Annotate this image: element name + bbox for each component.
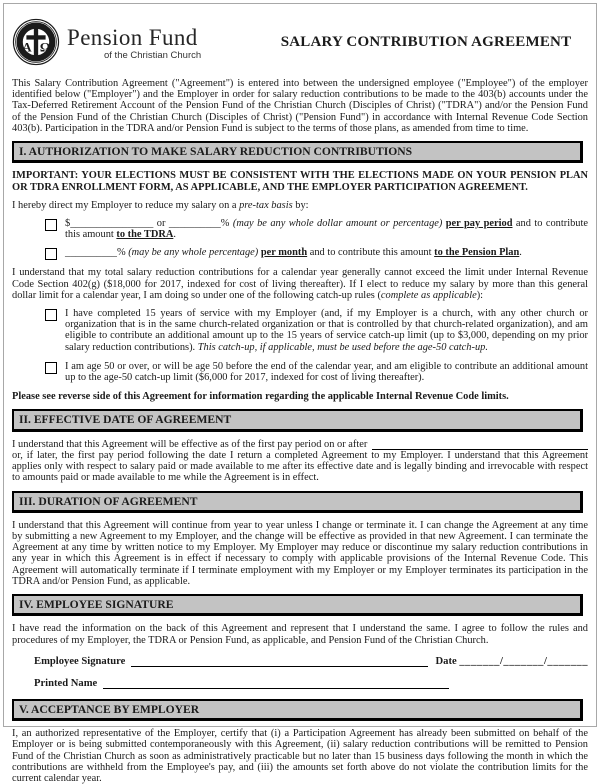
document-page [3,3,597,784]
section-heading-authorization: I. AUTHORIZATION TO MAKE SALARY REDUCTION CONTRIBUTIONS [12,141,583,163]
alpha-omega-cross-icon [12,18,60,66]
employee-signature-field[interactable] [131,666,427,667]
text-segment: % [220,217,233,229]
text-segment: I have completed 15 years of service with my Employer (and, if my Employer is a church, with any other church or organization that is in the same church-related organization or that is controlled by that church-related organization), and am eligible to contribute an additional amount up to the 15 years of service catch-up limit (up to $3,000, depending on my prior salary reduction contributions). [65,307,588,353]
employee-signature-paragraph: I have read the information on the back of this Agreement and represent that I understand the same. I agree to follow the rules and procedures of my Employer, the TDRA or Pension Fund, as applicable, and Pension Fund of the Christian Church. [12,623,588,646]
service-catchup-text [65,308,588,353]
date-field[interactable]: _______/_______/_______ [459,655,588,667]
whole-percentage-note-italic: (may be any whole percentage) [128,247,259,259]
direct-employer-line [12,200,588,211]
text-segment: and to contribute this amount [65,217,588,241]
monthly-percent-field[interactable]: __________ [65,247,117,259]
important-notice: IMPORTANT: YOUR ELECTIONS MUST BE CONSISTENT WITH THE ELECTIONS MADE ON YOUR PENSION PLAN OR TDRA ENROLLMENT FORM, AS APPLICABLE, AND THE EMPLOYER PARTICIPATION AGREEMENT. [12,170,588,193]
whole-amount-note-italic: (may be any whole dollar amount or percentage) [232,217,443,229]
per-pay-period-emphasis: per pay period [445,217,513,229]
to-the-pension-plan-emphasis: to the Pension Plan [434,247,520,259]
text-segment: . [519,247,522,259]
employee-signature-label: Employee Signature [34,655,126,667]
percent-amount-field[interactable]: __________ [168,217,221,229]
to-the-tdra-emphasis: to the TDRA [116,229,174,241]
catchup-option-age-50 [45,361,588,383]
dollar-amount-field[interactable]: ________________ [70,217,154,229]
section-heading-effective-date: II. EFFECTIVE DATE OF AGREEMENT [12,409,583,431]
acceptance-paragraph: I, an authorized representative of the Employer, certify that (i) a Participation Agreement has already been submitted on behalf of the Employer or is being submitted contemporaneously with this Agreement, (ii) salary reduction contributions will be remitted to Pension Fund of the Christian Church as soon as administratively practicable but no later than 15 business days following the month in which the contributions are withheld from the Employee's pay, and (iii) the amounts set forth above do not violate the contribution limits for the current calendar year. [12,728,588,784]
service-catchup-checkbox[interactable] [45,309,57,321]
date-part [436,655,588,668]
per-month-emphasis: per month [260,247,308,259]
contribution-option-pension-plan [45,247,588,260]
effective-date-line [12,439,588,450]
reverse-side-note: Please see reverse side of this Agreement for information regarding the applicable Internal Revenue Code limits. [12,391,509,403]
tdra-option-checkbox[interactable] [45,219,57,231]
age50-catchup-checkbox[interactable] [45,362,57,374]
document-header [12,18,588,66]
employee-signature-row [34,655,588,668]
duration-paragraph: I understand that this Agreement will continue from year to year unless I change or terminate it. I can change the Agreement at any time by submitting a new Agreement to my Employer, and the change will be effective as provided in that new Agreement. I can terminate the Agreement at any time by written notice to my Employer. My Employer may reduce or discontinue my salary reduction contributions in any year in which this Agreement is in effect if necessary to comply with applicable provisions of the Internal Revenue Code. This Agreement will automatically terminate if I terminate employment with my Employer or my Employer terminates its participation in the TDRA and/or Pension Fund, as applicable. [12,519,588,587]
pretax-basis-italic: pre-tax basis [239,199,293,211]
text-segment: I hereby direct my Employer to reduce my salary on a [12,199,240,211]
text-segment: ): [476,289,484,301]
catchup-option-15-years [45,308,588,353]
text-segment: by: [292,199,309,211]
text-segment: I understand that my total salary reduction contributions for a calendar year generally cannot exceed the limit under Internal Revenue Code Section 402(g) ($18,000 for 2017, indexed for cost of living thereafter). If I elect to reduce my salary by more than this general dollar limit for a calendar year, I am doing so under one of the following catch-up rules ( [12,267,588,301]
printed-name-field[interactable] [103,688,449,689]
svg-text:Ω: Ω [39,39,51,55]
section-heading-employee-signature: IV. EMPLOYEE SIGNATURE [12,594,583,616]
logo-text [67,26,201,61]
text-segment: I understand that this Agreement will be effective as of the first pay period on or after [12,438,368,450]
catchup-order-note-italic: This catch-up, if applicable, must be used before the age-50 catch-up. [197,341,488,353]
text-segment: % [116,247,129,259]
org-name: Pension Fund [67,25,198,50]
pension-plan-option-text [65,247,588,260]
pension-plan-option-checkbox[interactable] [45,248,57,260]
text-segment: $ [65,217,71,229]
section-heading-duration: III. DURATION OF AGREEMENT [12,491,583,513]
complete-as-applicable-italic: complete as applicable [380,289,477,301]
date-label: Date [435,655,457,667]
pension-fund-logo [12,18,250,66]
text-segment: and to contribute this amount [307,247,435,259]
text-segment: or [153,217,169,229]
tdra-option-text [65,218,588,240]
effective-date-paragraph: or, if later, the first pay period following the date I return a completed Agreement to my Employer. I understand that this Agreement applies only with respect to salary paid or made available to me after its effective date and is legally binding and irrevocable with respect to amounts paid or made available to me while the Agreement is in effect. [12,449,588,484]
section-heading-acceptance: V. ACCEPTANCE BY EMPLOYER [12,699,583,721]
printed-name-row [34,677,588,690]
svg-text:Α: Α [22,39,32,55]
catchup-intro-paragraph [12,267,588,301]
text-segment: . [173,229,176,241]
contribution-option-tdra [45,218,588,240]
printed-name-label: Printed Name [34,677,98,689]
org-subtitle: of the Christian Church [104,50,202,61]
intro-paragraph: This Salary Contribution Agreement ("Agreement") is entered into between the undersigned employee ("Employee") of the employer identified below ("Employer") and the Employer in order for salary reduction contributions to be made to the 403(b) accounts under the Tax-Deferred Retirement Account of the Pension Fund of the Christian Church (Disciples of Christ) ("TDRA") and/or the Pension Fund of the Pension Fund of the Christian Church (Disciples of Christ) ("Pension Fund") in accordance with Internal Revenue Code Section 403(b). Participation in the TDRA and/or Pension Fund is subject to the terms of those plans, as amended from time to time. [12,78,588,134]
document-title: SALARY CONTRIBUTION AGREEMENT [280,33,572,50]
age50-catchup-text: I am age 50 or over, or will be age 50 before the end of the calendar year, and am eligible to contribute an additional amount up to the age-50 catch-up limit ($6,000 for 2017, indexed for cost of living thereafter). [65,360,588,383]
